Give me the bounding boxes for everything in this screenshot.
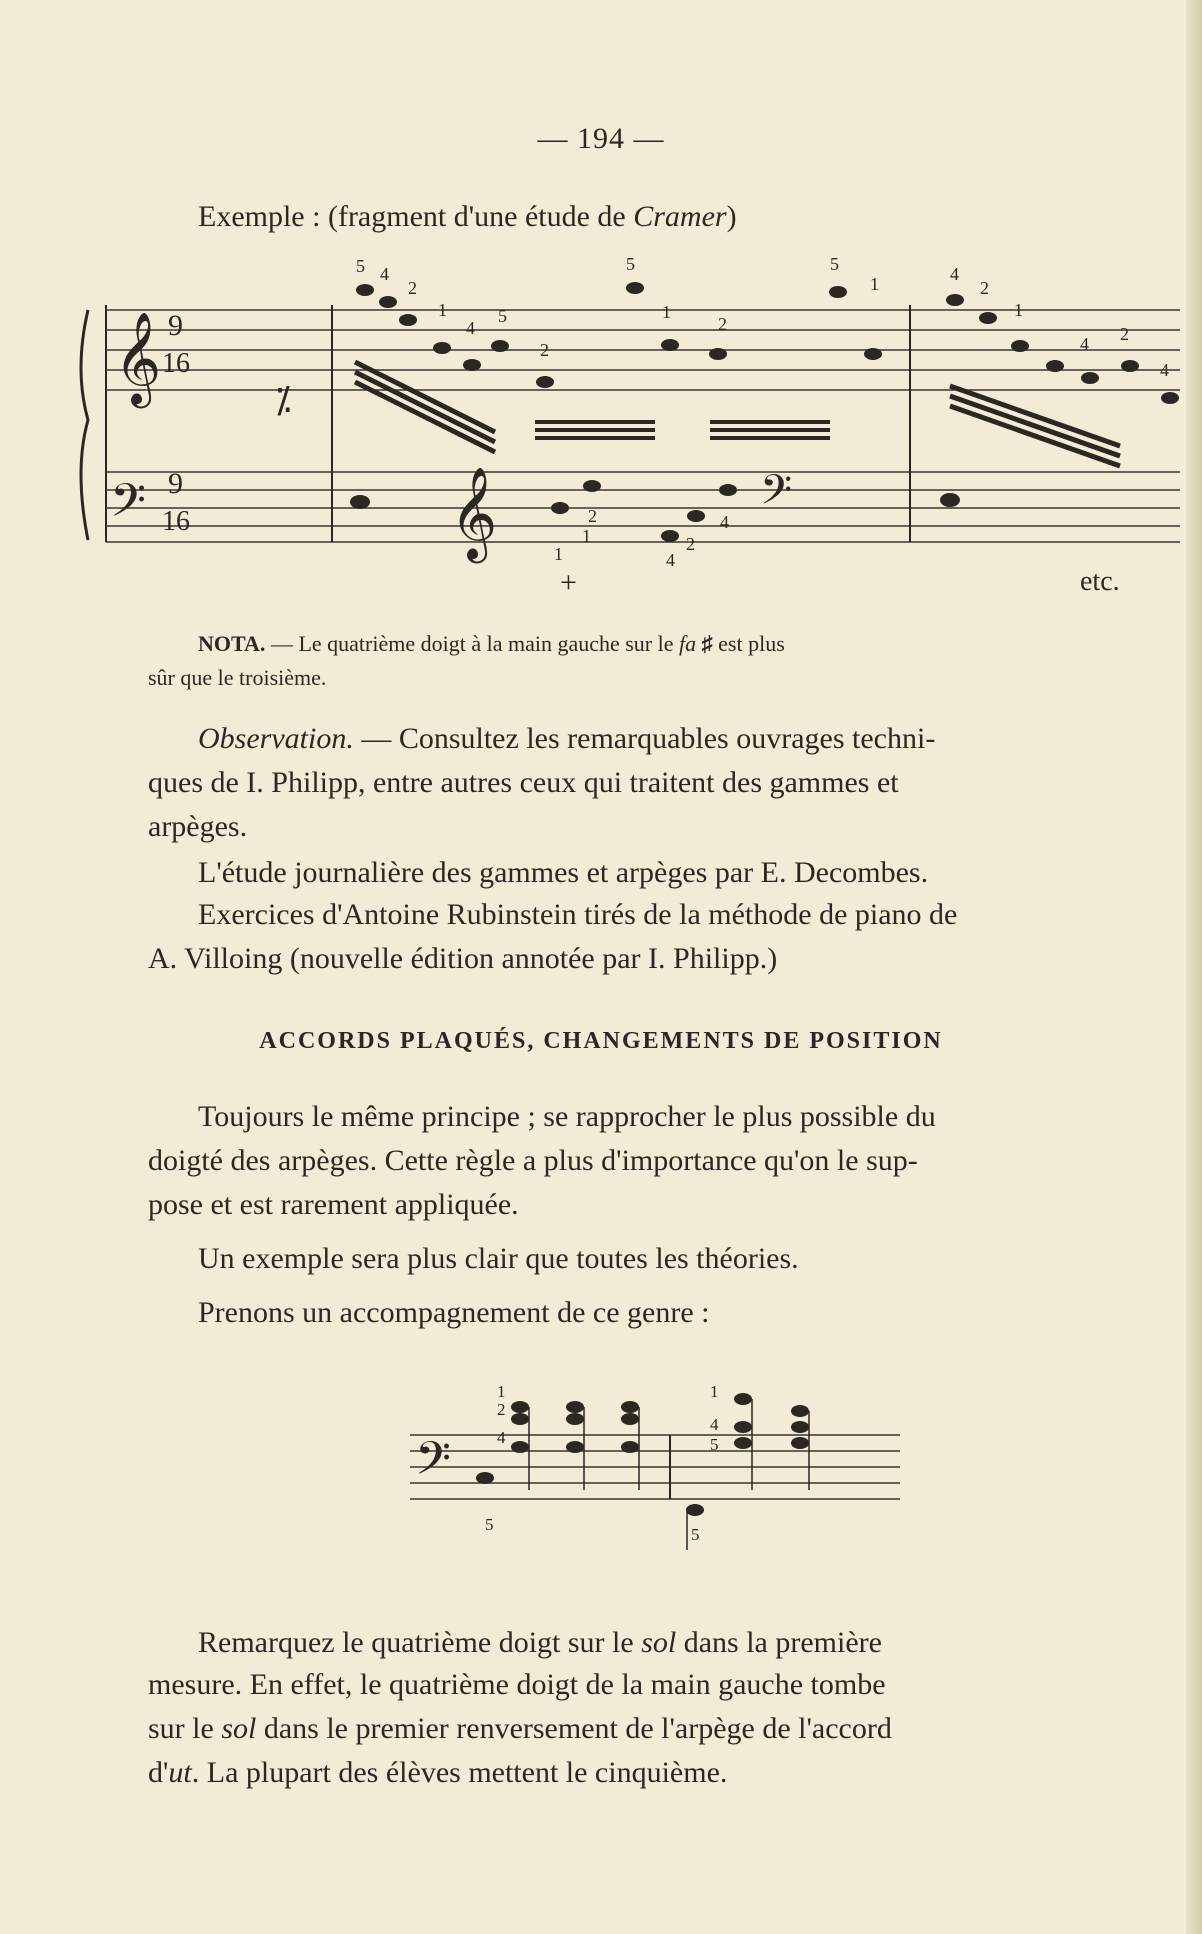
fingering: 4 bbox=[1160, 360, 1169, 380]
page-number: — 194 — bbox=[537, 122, 665, 155]
bass-clef: 𝄢 bbox=[415, 1434, 452, 1496]
treble-time-bottom: 16 bbox=[162, 348, 190, 379]
observation-line-3: arpèges. bbox=[148, 810, 248, 843]
fingering: 2 bbox=[588, 506, 597, 526]
bass-notes bbox=[350, 467, 960, 563]
fingering: 5 bbox=[710, 1435, 719, 1454]
observation-label: Observation. bbox=[198, 722, 354, 755]
fingering: 1 bbox=[497, 1382, 506, 1401]
fingering: 2 bbox=[686, 534, 695, 554]
fingering: 4 bbox=[1080, 334, 1089, 354]
treble-time-top: 9 bbox=[168, 309, 183, 342]
bass-staff bbox=[106, 472, 1180, 542]
bass-time-top: 9 bbox=[168, 467, 183, 500]
treble-clef: 𝄞 bbox=[114, 315, 162, 403]
treble-notes bbox=[356, 282, 1179, 404]
observation-line-5: Exercices d'Antoine Rubinstein tirés de la méthode de piano de bbox=[198, 898, 958, 931]
music-example-chords bbox=[405, 1375, 925, 1555]
fingering: 1 bbox=[870, 274, 879, 294]
para4-line-4: d'ut. La plupart des élèves mettent le cinquième. bbox=[148, 1756, 728, 1789]
fingering: 2 bbox=[980, 278, 989, 298]
para3: Prenons un accompagnement de ce genre : bbox=[198, 1296, 710, 1329]
bass-staff-2 bbox=[410, 1435, 900, 1499]
bass-clef-change: 𝄢 bbox=[760, 467, 793, 523]
example-close: ) bbox=[726, 200, 737, 233]
repeat-sign: ⁒ bbox=[275, 380, 292, 420]
fingering: 4 bbox=[950, 264, 959, 284]
para1-line-3: pose et est rarement appliquée. bbox=[148, 1188, 519, 1221]
plus-sign: + bbox=[560, 566, 577, 599]
fingering: 1 bbox=[1014, 300, 1023, 320]
fingering: 1 bbox=[438, 300, 447, 320]
observation-line-1: Observation. — Consultez les remarquables ouvrages techni- bbox=[198, 722, 936, 755]
para1-line-2: doigté des arpèges. Cette règle a plus d'importance qu'on le sup- bbox=[148, 1144, 918, 1177]
para4-line-2: mesure. En effet, le quatrième doigt de la main gauche tombe bbox=[148, 1668, 886, 1701]
fingering: 2 bbox=[408, 278, 417, 298]
example-composer: Cramer bbox=[633, 200, 727, 233]
bass-clef: 𝄢 bbox=[110, 476, 147, 538]
observation-line-4: L'étude journalière des gammes et arpèges par E. Decombes. bbox=[198, 856, 929, 889]
music-example-cramer bbox=[70, 250, 1190, 610]
fingering: 5 bbox=[691, 1525, 700, 1544]
fingering: 4 bbox=[720, 512, 729, 532]
fingering: 1 bbox=[710, 1382, 719, 1401]
para4-line-1: Remarquez le quatrième doigt sur le sol dans la première bbox=[198, 1626, 882, 1659]
fingering: 2 bbox=[540, 340, 549, 360]
beams-middle bbox=[535, 422, 830, 438]
bass-time-bottom: 16 bbox=[162, 506, 190, 537]
nota-line-2: sûr que le troisième. bbox=[148, 665, 327, 690]
observation-line-2: ques de I. Philipp, entre autres ceux qui traitent des gammes et bbox=[148, 766, 899, 799]
brace bbox=[81, 310, 88, 540]
fingering: 1 bbox=[554, 544, 563, 564]
para1-line-1: Toujours le même principe ; se rapprocher le plus possible du bbox=[198, 1100, 936, 1133]
fingering: 2 bbox=[718, 314, 727, 334]
fingering: 5 bbox=[485, 1515, 494, 1534]
fingering: 5 bbox=[356, 256, 365, 276]
treble-clef-change: 𝄞 bbox=[450, 470, 498, 558]
beams-right bbox=[950, 386, 1120, 466]
etc-text: etc. bbox=[1080, 566, 1120, 597]
fingering: 2 bbox=[497, 1400, 506, 1419]
beams-left bbox=[355, 362, 495, 452]
fingering: 5 bbox=[626, 254, 635, 274]
example-label: Exemple : (fragment d'une étude de bbox=[198, 200, 634, 233]
nota-line-1: NOTA. — Le quatrième doigt à la main gauche sur le fa ♯ est plus bbox=[198, 631, 785, 656]
fingering: 2 bbox=[1120, 324, 1129, 344]
section-heading: ACCORDS PLAQUÉS, CHANGEMENTS DE POSITION bbox=[259, 1028, 943, 1054]
fingering: 4 bbox=[497, 1428, 506, 1447]
observation-line-6: A. Villoing (nouvelle édition annotée par I. Philipp.) bbox=[148, 942, 778, 975]
fingering: 5 bbox=[830, 254, 839, 274]
para4-line-3: sur le sol dans le premier renversement de l'arpège de l'accord bbox=[148, 1712, 892, 1745]
fingering: 1 bbox=[582, 526, 591, 546]
example-caption bbox=[198, 200, 737, 234]
fingering: 4 bbox=[380, 264, 389, 284]
fingering: 1 bbox=[662, 302, 671, 322]
fingering: 4 bbox=[710, 1415, 719, 1434]
para2: Un exemple sera plus clair que toutes les théories. bbox=[198, 1242, 799, 1275]
fingering: 4 bbox=[666, 550, 675, 570]
chord-notes bbox=[476, 1393, 809, 1516]
nota-label: NOTA. bbox=[198, 631, 266, 656]
fingering: 4 bbox=[466, 318, 475, 338]
fingering: 5 bbox=[498, 306, 507, 326]
